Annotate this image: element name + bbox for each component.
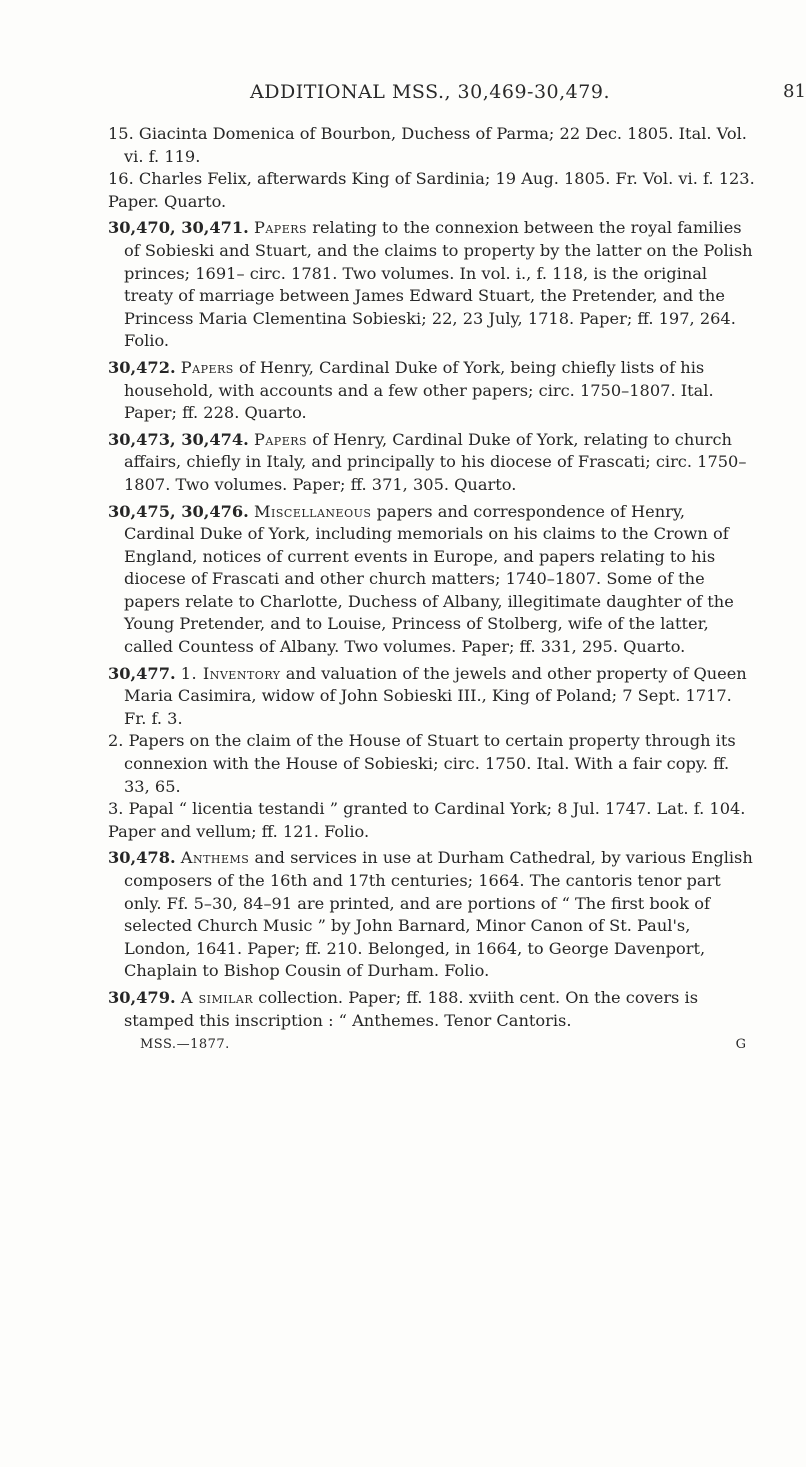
running-head: ADDITIONAL MSS., 30,469-30,479. (250, 81, 610, 103)
entry-heading: Anthems (180, 848, 250, 868)
entry-heading: A similar (180, 987, 254, 1007)
entry-heading: Papers (253, 429, 308, 449)
entry-30472 (108, 357, 758, 425)
entry-body: and valuation of the jewels and other property of Queen Maria Casimira, widow of John Sobieski III., King of Poland; 7 Sept. 1717. Fr. f. 3. (124, 663, 747, 728)
entry-body: of Henry, Cardinal Duke of York, relating to church affairs, chiefly in Italy, and principally to his diocese of Frascati; circ. 1750–1807. Two volumes. Paper; ff. 371, 305. Quarto. (124, 429, 747, 494)
entry-subitem: 3. Papal “ licentia testandi ” granted to Cardinal York; 8 Jul. 1747. Lat. f. 104. (108, 799, 746, 819)
entry-30475 (108, 501, 758, 659)
entry-body: collection. Paper; ff. 188. xviith cent. On the covers is stamped this inscription : “ Anthemes. Tenor Cantoris. (124, 987, 698, 1030)
entry-number: 30,478. (108, 848, 176, 868)
entry-body: relating to the connexion between the royal families of Sobieski and Stuart, and the claims to property by the latter on the Polish princes; 1691– circ. 1781. Two volumes. In vol. i., f. 118, is the original treaty of marriage between James Edward Stuart, the Pretender, and the Princess Maria Clementina Sobieski; 22, 23 July, 1718. Paper; ff. 197, 264. Folio. (124, 218, 753, 351)
signature-mark: MSS.—1877. (140, 1037, 230, 1053)
item-15: 15. Giacinta Domenica of Bourbon, Duchess of Parma; 22 Dec. 1805. Ital. Vol. vi. f. 119. (108, 124, 747, 166)
entry-body: and services in use at Durham Cathedral, by various English composers of the 16th and 17th centuries; 1664. The cantoris tenor part only. Ff. 5–30, 84–91 are printed, and are portions of “ The first book of selected Church Music ” by John Barnard, Minor Canon of St. Paul's, London, 1641. Paper; ff. 210. Belonged, in 1664, to George Davenport, Chaplain to Bishop Cousin of Durham. Folio. (124, 848, 753, 981)
entry-heading: Miscellaneous (253, 501, 372, 521)
entry-30478 (108, 847, 758, 983)
entry-number: 30,472. (108, 357, 176, 377)
entry-body: of Henry, Cardinal Duke of York, being chiefly lists of his household, with accounts and a few other papers; circ. 1750–1807. Ital. Paper; ff. 228. Quarto. (124, 357, 714, 423)
entry-body: papers and correspondence of Henry, Cardinal Duke of York, including memorials on his claims to the Crown of England, notices of current events in Europe, and papers relating to his diocese of Frascati and other church matters; 1740–1807. Some of the papers relate to Charlotte, Duchess of Albany, illegitimate daughter of the Young Pretender, and to Louise, Princess of Stolberg, wife of the latter, called Countess of Albany. Two volumes. Paper; ff. 331, 295. Quarto. (124, 501, 734, 657)
entry-subitem: 2. Papers on the claim of the House of Stuart to certain property through its connexion with the House of Sobieski; circ. 1750. Ital. With a fair copy. ff. 33, 65. (108, 731, 736, 796)
entry-30479 (108, 987, 758, 1032)
entry-heading: Papers (253, 218, 308, 238)
entry-30473 (108, 429, 758, 497)
entry-heading: 1. Inventory (180, 663, 281, 683)
catalogue-text (108, 123, 758, 1057)
entry-heading: Papers (180, 357, 234, 377)
entry-30470 (108, 217, 758, 353)
entry-number: 30,475, 30,476. (108, 501, 249, 521)
page-footer (108, 1034, 758, 1057)
entry-number: 30,473, 30,474. (108, 429, 249, 449)
entry-30477 (108, 663, 758, 844)
entry-subitem: Paper and vellum; ff. 121. Folio. (108, 821, 370, 841)
entry-30469-items (108, 123, 758, 213)
entry-number: 30,479. (108, 987, 176, 1007)
entry-number: 30,470, 30,471. (108, 218, 249, 238)
item-16: 16. Charles Felix, afterwards King of Sardinia; 19 Aug. 1805. Fr. Vol. vi. f. 123. (108, 169, 755, 189)
item-description: Paper. Quarto. (108, 191, 227, 211)
page-number: 81 (783, 81, 806, 102)
gathering-letter: G (735, 1037, 746, 1053)
entry-number: 30,477. (108, 663, 176, 683)
